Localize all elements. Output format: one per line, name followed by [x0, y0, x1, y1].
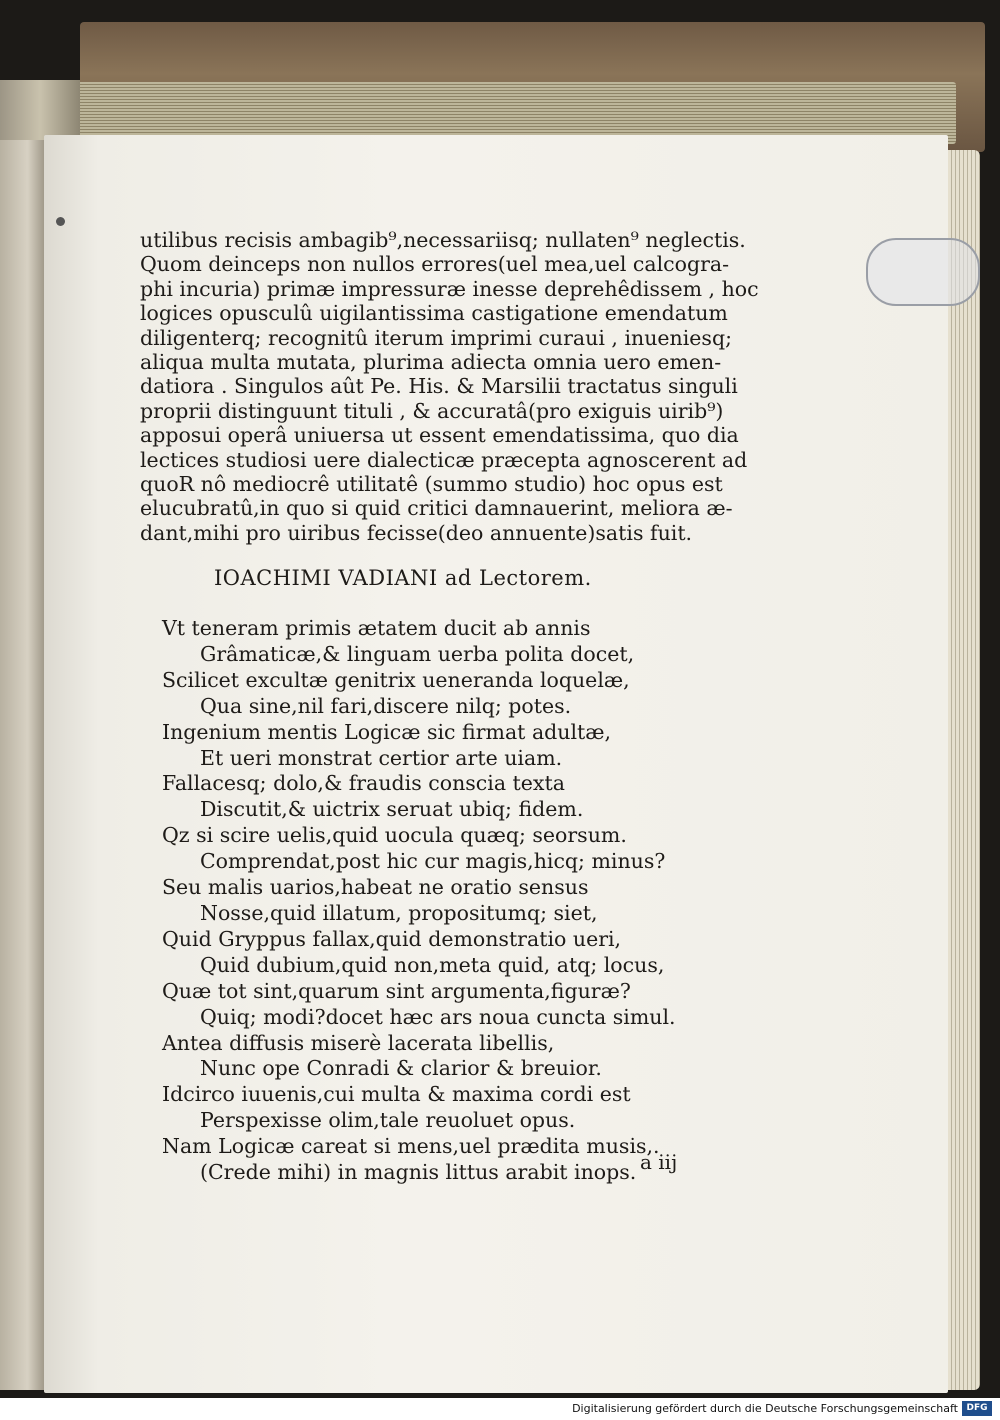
- prose-block: [140, 228, 760, 545]
- poem-line: Antea diffusis miserè lacerata libellis,: [162, 1030, 555, 1055]
- funding-credit: Digitalisierung gefördert durch die Deutsche Forschungsgemeinschaft: [572, 1402, 958, 1415]
- poem-line: Scilicet excultæ genitrix ueneranda loquelæ,: [162, 667, 630, 692]
- prose-line: Quom deinceps non nullos errores(uel mea,uel calcogra-: [140, 252, 730, 277]
- prose-line: apposui operâ uniuersa ut essent emendatissima, quo dia: [140, 423, 739, 448]
- prose-line: utilibus recisis ambagib⁹,necessariisq; nullaten⁹ neglectis.: [140, 228, 746, 252]
- poem-line: Seu malis uarios,habeat ne oratio sensus: [162, 875, 589, 900]
- poem-line: Quid dubium,quid non,meta quid, atq; locus,: [200, 952, 665, 977]
- poem-line: Fallacesq; dolo,& fraudis conscia texta: [162, 771, 565, 796]
- poem-line: Qua sine,nil fari,discere nilq; potes.: [200, 693, 572, 718]
- dfg-logo: DFG: [962, 1401, 992, 1416]
- poem-line: Et ueri monstrat certior arte uiam.: [200, 745, 563, 770]
- ink-spot: [56, 217, 65, 226]
- poem-line: Quid Gryppus fallax,quid demonstratio ueri,: [162, 926, 622, 951]
- prose-line: diligenterq; recognitû iterum imprimi curaui , inueniesq;: [140, 325, 732, 350]
- poem-line: Comprendat,post hic cur magis,hicq; minus?: [200, 849, 666, 874]
- poem-line: Quiq; modi?docet hæc ars noua cuncta simul.: [200, 1004, 676, 1029]
- poem-line: Idcirco iuuenis,cui multa & maxima cordi est: [162, 1082, 631, 1107]
- poem-line: Discutit,& uictrix seruat ubiq; fidem.: [200, 797, 584, 822]
- prose-line: datiora . Singulos aût Pe. His. & Marsilii tractatus singuli: [140, 374, 738, 399]
- prose-line: lectices studiosi uere dialecticæ præcepta agnoscerent ad: [140, 447, 748, 472]
- prose-line: elucubratû,in quo si quid critici damnauerint, meliora æ-: [140, 496, 733, 521]
- poem-line: Perspexisse olim,tale reuoluet opus.: [200, 1108, 576, 1133]
- poem-line: Quæ tot sint,quarum sint argumenta,figuræ?: [162, 978, 631, 1003]
- poem-line: Nunc ope Conradi & clarior & breuior.: [200, 1056, 602, 1081]
- signature-mark: a iij: [640, 1150, 678, 1174]
- prose-line: aliqua multa mutata, plurima adiecta omnia uero emen-: [140, 350, 722, 375]
- poem-line: Nosse,quid illatum, propositumq; siet,: [200, 900, 598, 925]
- prose-line: phi incuria) primæ impressuræ inesse deprehêdissem , hoc: [140, 276, 759, 301]
- poem-title: IOACHIMI VADIANI ad Lectorem.: [214, 566, 592, 590]
- poem-line: (Crede mihi) in magnis littus arabit inops.: [200, 1160, 637, 1185]
- poem-line: Qz si scire uelis,quid uocula quæq; seorsum.: [162, 823, 627, 848]
- poem-line: Grâmaticæ,& linguam uerba polita docet,: [200, 641, 635, 666]
- poem-line: Nam Logicæ careat si mens,uel prædita musis,.: [162, 1134, 660, 1159]
- facing-page-edge: [0, 140, 46, 1390]
- fore-edge: [944, 150, 980, 1390]
- footer-bar: [0, 1398, 1000, 1420]
- poem-line: Vt teneram primis ætatem ducit ab annis: [162, 616, 591, 640]
- prose-line: logices opusculû uigilantissima castigatione emendatum: [140, 301, 728, 326]
- prose-line: dant,mihi pro uiribus fecisse(deo annuente)satis fuit.: [140, 520, 693, 545]
- prose-line: proprii distinguunt tituli , & accuratâ(pro exiguis uirib⁹): [140, 398, 724, 423]
- page-clip: [866, 238, 980, 306]
- prose-line: quoR nô mediocrê utilitatê (summo studio) hoc opus est: [140, 472, 723, 497]
- poem-block: [162, 616, 676, 1186]
- poem-line: Ingenium mentis Logicæ sic firmat adultæ,: [162, 719, 612, 744]
